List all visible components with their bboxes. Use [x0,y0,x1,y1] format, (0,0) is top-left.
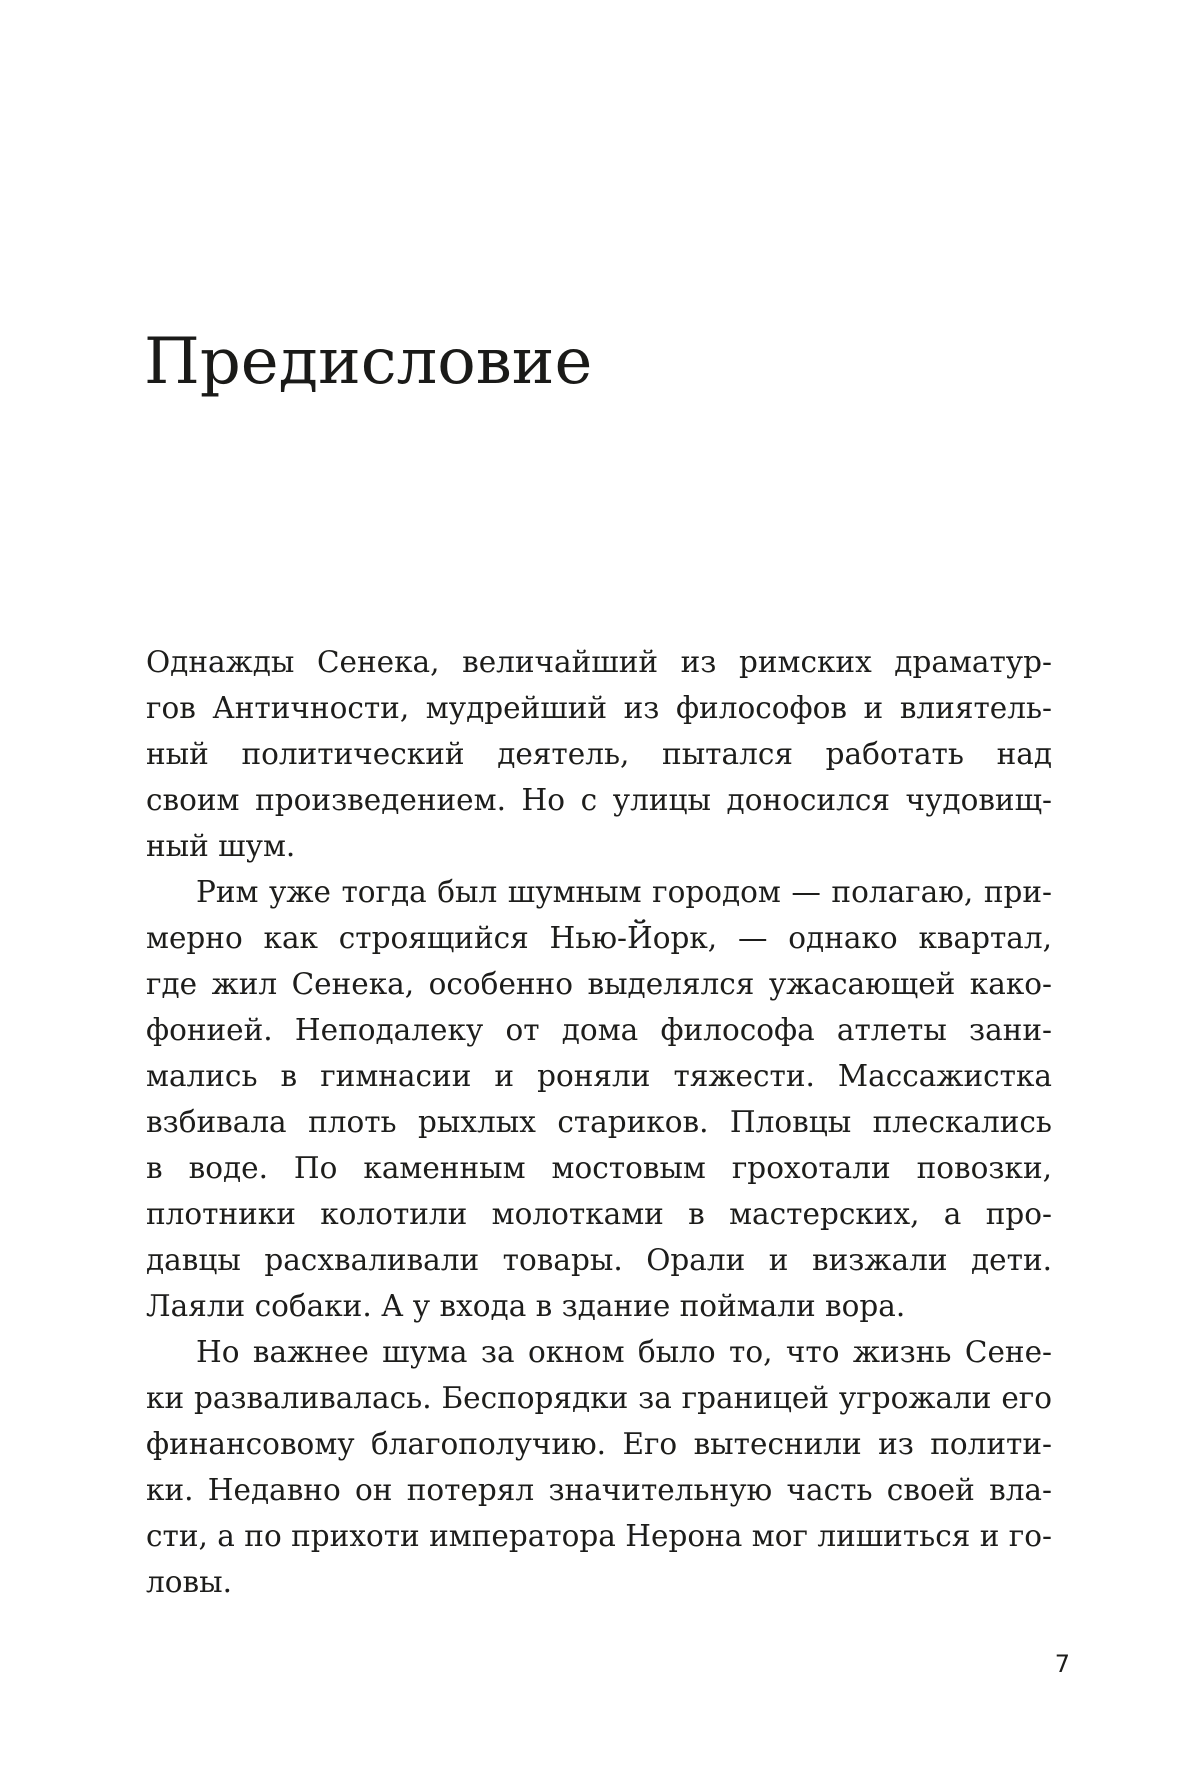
text-line: Рим уже тогда был шумным городом — полагаю, при- [196,875,1052,909]
text-line: давцы расхваливали товары. Орали и визжали дети. [146,1243,1052,1277]
text-line: мались в гимнасии и роняли тяжести. Массажистка [146,1059,1052,1093]
text-line: финансовому благополучию. Его вытеснили из полити- [146,1427,1052,1461]
text-line: ки разваливалась. Беспорядки за границей угрожали его [146,1381,1052,1415]
page-number: 7 [1054,1650,1070,1678]
text-line: ловы. [146,1565,232,1599]
text-line: своим произведением. Но с улицы доносился чудовищ- [146,783,1052,817]
text-line: Лаяли собаки. А у входа в здание поймали вора. [146,1289,906,1323]
text-line: Но важнее шума за окном было то, что жизнь Сене- [196,1335,1052,1369]
text-line: ный политический деятель, пытался работать над [146,737,1052,771]
text-line: в воде. По каменным мостовым грохотали повозки, [146,1151,1052,1185]
text-line: где жил Сенека, особенно выделялся ужасающей како- [146,967,1052,1001]
text-line: плотники колотили молотками в мастерских, а про- [146,1197,1052,1231]
text-line: ки. Недавно он потерял значительную часть своей вла- [146,1473,1052,1507]
text-line: сти, а по прихоти императора Нерона мог лишиться и го- [146,1519,1052,1553]
chapter-title: Предисловие [144,325,593,399]
text-line: ный шум. [146,829,296,863]
text-line: фонией. Неподалеку от дома философа атлеты зани- [146,1013,1052,1047]
text-line: Однажды Сенека, величайший из римских драматур- [146,645,1052,679]
text-line: взбивала плоть рыхлых стариков. Пловцы плескались [146,1105,1052,1139]
text-line: мерно как строящийся Нью-Йорк, — однако квартал, [146,921,1052,955]
body-text [146,639,1052,1605]
text-line: гов Античности, мудрейший из философов и влиятель- [146,691,1052,725]
